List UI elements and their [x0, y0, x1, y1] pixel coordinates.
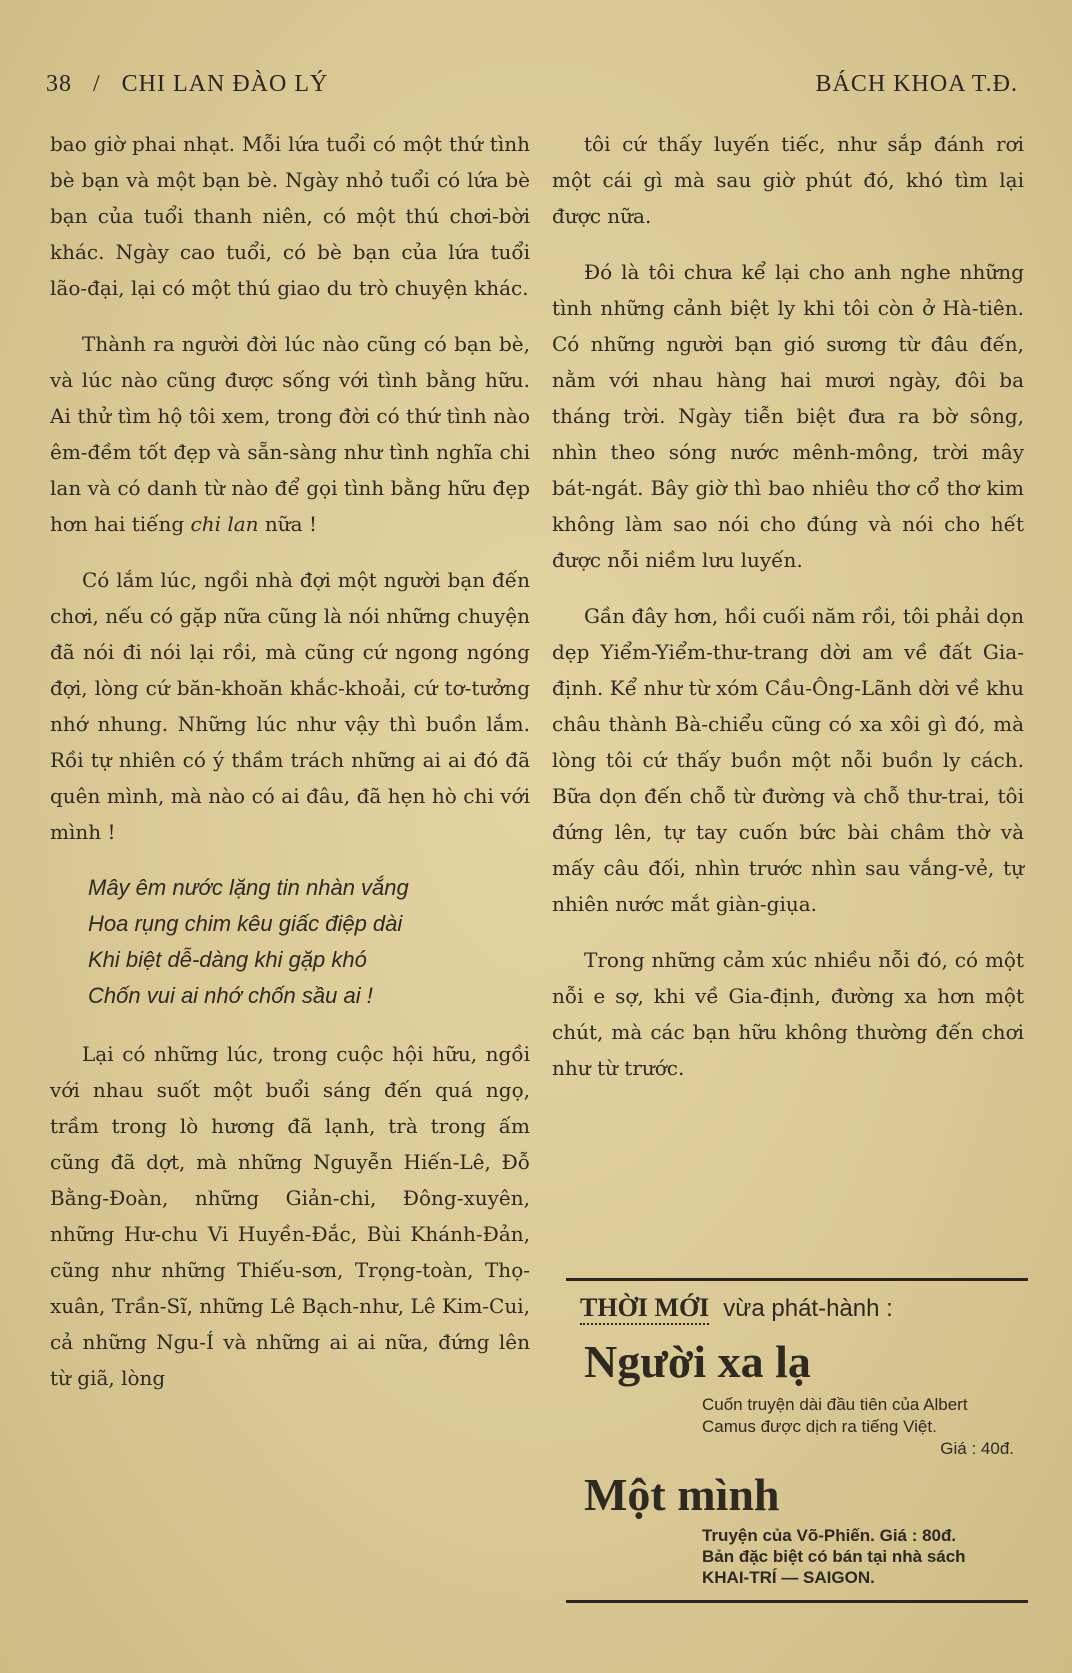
poem-line: Hoa rụng chim kêu giấc điệp dài [88, 911, 403, 936]
left-paragraph-3: Có lắm lúc, ngồi nhà đợi một người bạn đến chơi, nếu có gặp nữa cũng là nói những chuyện đã nói đi nói lại rồi, mà cũng cứ ngong ngóng đợi, lòng cứ băn-khoăn khắc-khoải, cứ tơ-tưởng nhớ nhung. Những lúc như vậy thì buồn lắm. Rồi tự nhiên có ý thầm trách những ai ai đó đã quên mình, mà nào có ai đâu, đã hẹn hò chi với mình ! [50, 568, 530, 844]
right-paragraph-1: tôi cứ thấy luyến tiếc, như sắp đánh rơi một cái gì mà sau giờ phút đó, khó tìm lại được nữa. [552, 132, 1024, 228]
book1-title: Người xa lạ [584, 1336, 811, 1387]
right-paragraph-3: Gần đây hơn, hồi cuối năm rồi, tôi phải dọn dẹp Yiểm-Yiểm-thư-trang dời am về đất Gia-định. Kể như từ xóm Cầu-Ông-Lãnh dời về khu châu thành Bà-chiểu cũng có xa xôi gì đó, mà lòng tôi cứ thấy buồn một nỗi buồn ly cách. Bữa dọn đến chỗ từ đường và chỗ thư-trai, tôi đứng lên, tự tay cuốn bức bài châm thờ và mấy câu đối, nhìn trước nhìn sau vắng-vẻ, tự nhiên nước mắt giàn-giụa. [552, 604, 1024, 916]
left-paragraph-2-end: nữa ! [264, 512, 317, 536]
publisher-brand: THỜI MỚI [580, 1293, 709, 1325]
book1-desc-text: Cuốn truyện dài đầu tiên của Albert Camus được dịch ra tiếng Việt. [702, 1395, 968, 1436]
right-paragraph-4: Trong những cảm xúc nhiều nỗi đó, có một nỗi e sợ, khi về Gia-định, đường xa hơn một chút, mà các bạn hữu không thường đến chơi như từ trước. [552, 948, 1024, 1080]
book2-desc-text: Truyện của Võ-Phiến. Giá : 80đ. [702, 1526, 957, 1545]
header-left [46, 71, 342, 98]
book2-store: KHAI-TRÍ — SAIGON. [702, 1568, 875, 1587]
book2-title: Một mình [584, 1469, 780, 1520]
book1-price: Giá : 40đ. [940, 1439, 1014, 1458]
ad-header [580, 1293, 1014, 1325]
book-advertisement [566, 1278, 1028, 1603]
ad-announce: vừa phát-hành : [723, 1295, 893, 1322]
page-header [46, 66, 1018, 102]
left-paragraph-2 [50, 326, 530, 542]
publication-name: BÁCH KHOA T.Đ. [815, 70, 1018, 97]
book2-note: Bản đặc biệt có bán tại nhà sách [702, 1547, 966, 1566]
poem [88, 870, 530, 1014]
poem-line: Khi biệt dễ-dàng khi gặp khó [88, 947, 367, 972]
right-paragraph-2: Đó là tôi chưa kể lại cho anh nghe những tình những cảnh biệt ly khi tôi còn ở Hà-tiên. Có những người bạn gió sương từ đâu đến, nằm với nhau hàng hai mươi ngày, đôi ba tháng trời. Ngày tiễn biệt đưa ra bờ sông, nhìn theo sóng nước mênh-mông, trời mây bát-ngát. Bây giờ thì bao nhiêu thơ cổ thơ kim không làm sao nói cho đúng và nói cho hết được nỗi niềm lưu luyến. [552, 260, 1024, 572]
page-number: 38 [46, 70, 72, 97]
emphasis-chi-lan: chi lan [190, 512, 259, 536]
section-title: CHI LAN ĐÀO LÝ [121, 70, 329, 97]
left-paragraph-2-text: Thành ra người đời lúc nào cũng có bạn bè, và lúc nào cũng được sống với tình bằng hữu. Ai thử tìm hộ tôi xem, trong đời có thứ tình nào êm-đềm tốt đẹp và sẵn-sàng như tình nghĩa chi lan và có danh từ nào để gọi tình bằng hữu đẹp hơn hai tiếng [50, 332, 530, 536]
left-paragraph-4: Lại có những lúc, trong cuộc hội hữu, ngồi với nhau suốt một buổi sáng đến quá ngọ, trầm trong lò hương đã lạnh, trà trong ấm cũng đã dợt, mà những Nguyễn Hiến-Lê, Đỗ Bằng-Đoàn, những Giản-chi, Đông-xuyên, những Hư-chu Vi Huyền-Đắc, Bùi Khánh-Đản, cũng như những Thiếu-sơn, Trọng-toàn, Thọ-xuân, Trần-Sĩ, những Lê Bạch-như, Lê Kim-Cui, cả những Ngu-Í và những ai ai nữa, đứng lên từ giã, lòng [50, 1042, 530, 1390]
right-column [552, 126, 1024, 1106]
header-separator: / [93, 70, 101, 97]
book1-description [702, 1394, 1014, 1460]
left-paragraph-1: bao giờ phai nhạt. Mỗi lứa tuổi có một thứ tình bè bạn và một bạn bè. Ngày nhỏ tuổi có lứa bè bạn của tuổi thanh niên, có một thú chơi-bời khác. Ngày cao tuổi, có bè bạn của lứa tuổi lão-đại, lại có một thú giao du trò chuyện khác. [50, 132, 530, 300]
left-column [50, 126, 530, 1416]
poem-line: Chốn vui ai nhớ chốn sầu ai ! [88, 983, 373, 1008]
poem-line: Mây êm nước lặng tin nhàn vắng [88, 875, 409, 900]
book2-description [702, 1525, 1014, 1588]
